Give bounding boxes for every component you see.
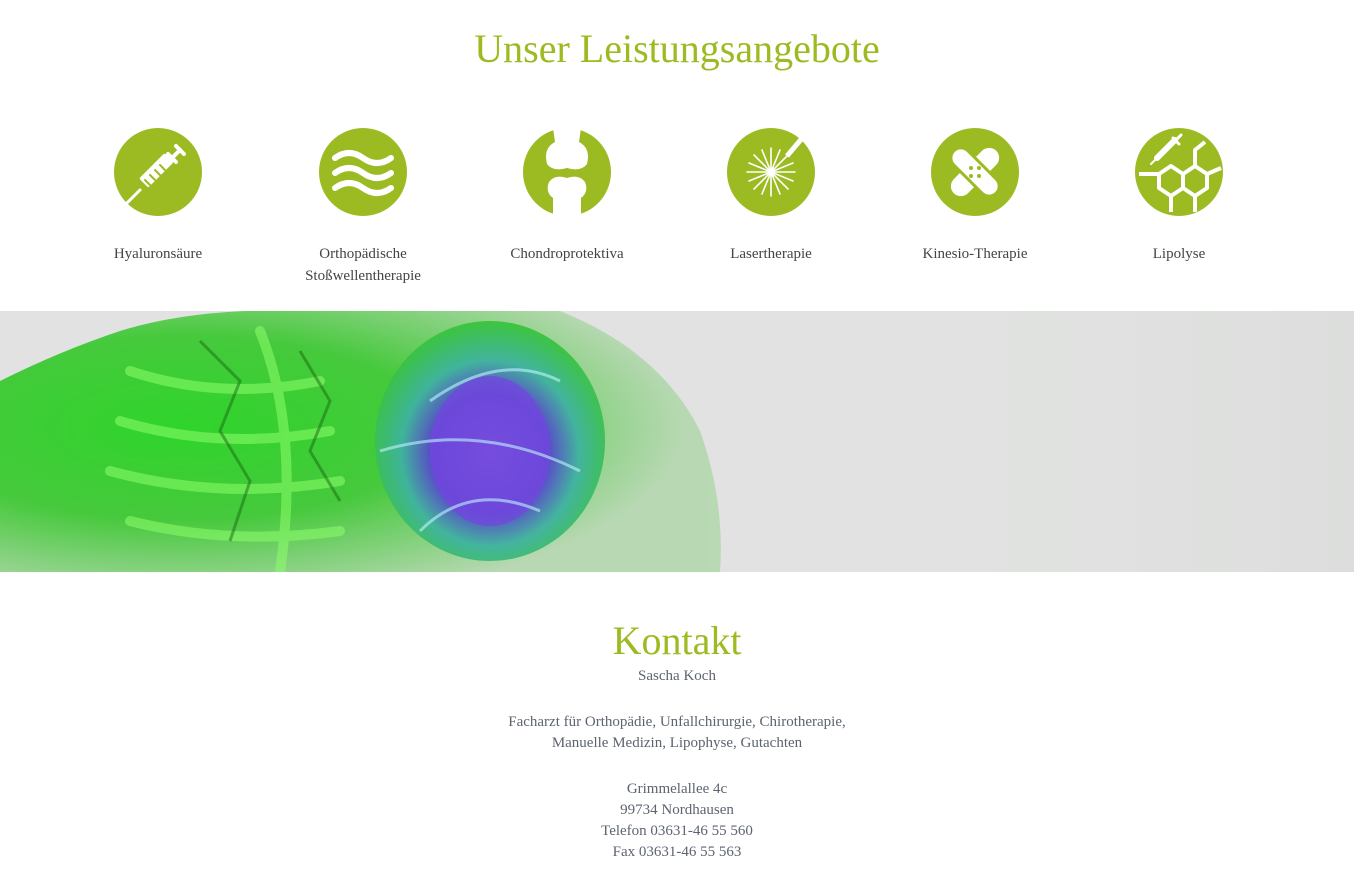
contact-city: 99734 Nordhausen bbox=[620, 802, 734, 818]
contact-specialty-line1: Facharzt für Orthopädie, Unfallchirurgie, Chirotherapie, bbox=[508, 714, 846, 730]
service-label: Kinesio-Therapie bbox=[922, 246, 1028, 262]
waves-icon[interactable] bbox=[319, 128, 407, 216]
service-label: Lipolyse bbox=[1152, 246, 1206, 262]
service-label: Chondroprotektiva bbox=[510, 246, 624, 262]
service-chondroprotektiva[interactable] bbox=[465, 128, 669, 265]
contact-specialty-line2: Manuelle Medizin, Lipophyse, Gutachten bbox=[551, 735, 803, 751]
service-lipolyse[interactable] bbox=[1077, 128, 1281, 265]
contact-street: Grimmelallee 4c bbox=[626, 781, 728, 797]
service-label bbox=[261, 243, 465, 287]
shoulder-xray-banner bbox=[0, 311, 1354, 572]
contact-fax: Fax 03631-46 55 563 bbox=[612, 844, 742, 860]
service-hyaluronsaeure[interactable] bbox=[56, 128, 260, 265]
contact-title: Kontakt bbox=[612, 618, 742, 663]
services-title: Unser Leistungsangebote bbox=[474, 26, 880, 71]
laser-burst-icon[interactable] bbox=[727, 128, 815, 216]
syringe-honeycomb-icon[interactable] bbox=[1135, 128, 1223, 216]
service-label: Lasertherapie bbox=[730, 246, 812, 262]
service-label-line2: Stoßwellentherapie bbox=[305, 268, 421, 284]
service-lasertherapie[interactable] bbox=[669, 128, 873, 265]
contact-section bbox=[0, 572, 1354, 875]
syringe-icon[interactable] bbox=[114, 128, 202, 216]
contact-name: Sascha Koch bbox=[638, 668, 716, 684]
crossed-tape-icon[interactable] bbox=[931, 128, 1019, 216]
services-section bbox=[0, 0, 1354, 311]
service-label-line1: Orthopädische bbox=[319, 246, 407, 262]
service-stosswellentherapie[interactable] bbox=[261, 128, 465, 287]
contact-phone[interactable]: Telefon 03631-46 55 560 bbox=[601, 823, 753, 839]
knee-joint-icon[interactable] bbox=[523, 128, 611, 216]
service-label: Hyaluronsäure bbox=[113, 246, 203, 262]
service-kinesio-therapie[interactable] bbox=[873, 128, 1077, 265]
